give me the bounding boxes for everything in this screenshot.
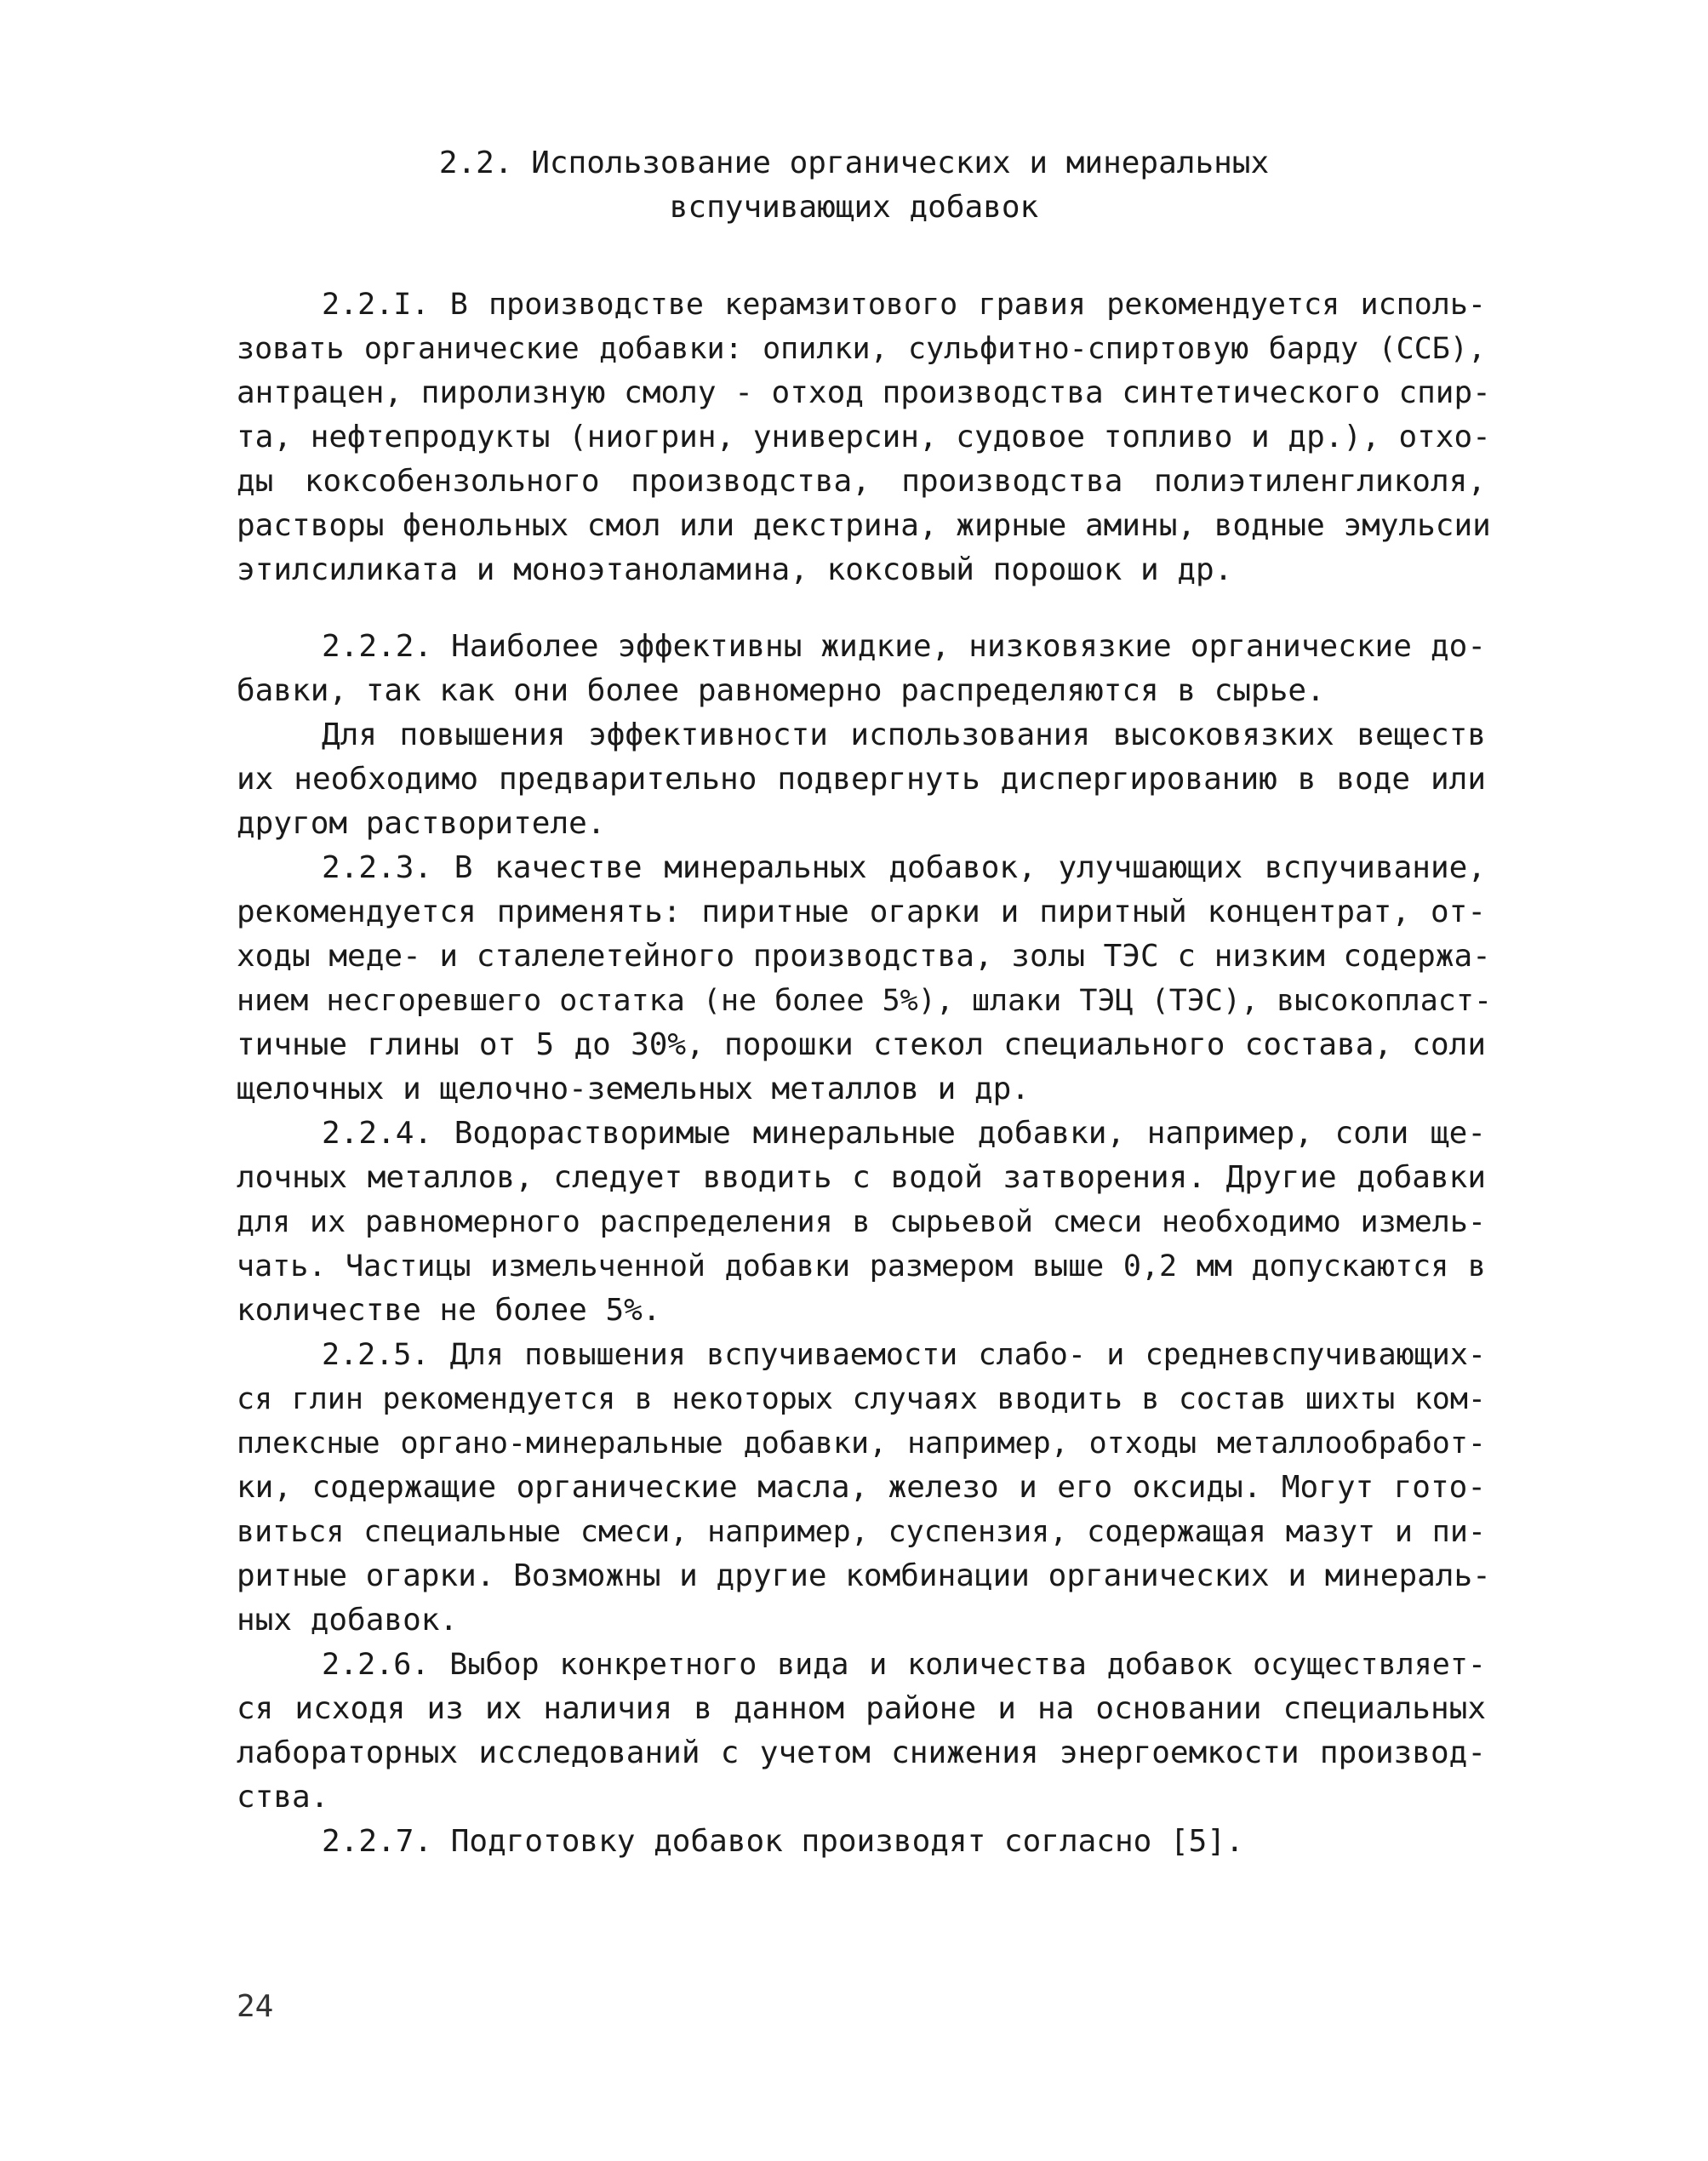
- paragraph-2-2-4-line: чать. Частицы измельченной добавки размером выше 0,2 мм допускаются в: [237, 1249, 1486, 1283]
- paragraph-2-2-4-line: для их равномерного распределения в сырьевой смеси необходимо измель-: [237, 1205, 1486, 1239]
- paragraph-2-2-2-line: Для повышения эффективности использования высоковязких веществ: [322, 717, 1486, 752]
- paragraph-2-2-3-line: 2.2.3. В качестве минеральных добавок, улучшающих вспучивание,: [322, 850, 1486, 885]
- paragraph-2-2-2-line: их необходимо предварительно подвергнуть диспергированию в воде или: [237, 762, 1486, 797]
- paragraph-2-2-5-line: виться специальные смеси, например, суспензия, содержащая мазут и пи-: [237, 1515, 1486, 1549]
- paragraph-2-2-6-line: ся исходя из их наличия в данном районе и на основании специальных: [237, 1691, 1486, 1726]
- paragraph-2-2-2-line: 2.2.2. Наиболее эффективны жидкие, низковязкие органические до-: [322, 629, 1486, 664]
- paragraph-2-2-3-line: нием несгоревшего остатка (не более 5%), шлаки ТЭЦ (ТЭС), высокопласт-: [237, 984, 1493, 1018]
- paragraph-2-2-6-line: 2.2.6. Выбор конкретного вида и количества добавок осуществляет-: [322, 1648, 1486, 1682]
- paragraph-2-2-5-line: ся глин рекомендуется в некоторых случаях вводить в состав шихты ком-: [237, 1382, 1486, 1416]
- paragraph-2-2-5-line: ки, содержащие органические масла, железо и его оксиды. Могут гото-: [237, 1470, 1486, 1505]
- paragraph-2-2-4-line: лочных металлов, следует вводить с водой затворения. Другие добавки: [237, 1160, 1486, 1195]
- paragraph-2-2-2-line: бавки, так как они более равномерно распределяются в сырье.: [237, 673, 1325, 708]
- paragraph-2-2-1-line: та, нефтепродукты (ниогрин, универсин, судовое топливо и др.), отхо-: [237, 420, 1491, 454]
- paragraph-2-2-7-line: 2.2.7. Подготовку добавок производят согласно [5].: [322, 1824, 1244, 1859]
- paragraph-2-2-1-line: ды коксобензольного производства, производства полиэтиленгликоля,: [237, 464, 1486, 499]
- paragraph-2-2-5-line: 2.2.5. Для повышения вспучиваемости слабо- и средневспучивающих-: [322, 1338, 1486, 1372]
- paragraph-2-2-4-line: количестве не более 5%.: [237, 1293, 661, 1328]
- paragraph-2-2-6-line: лабораторных исследований с учетом снижения энергоемкости производ-: [237, 1735, 1486, 1770]
- paragraph-2-2-1-line: зовать органические добавки: опилки, сульфитно-спиртовую барду (ССБ),: [237, 332, 1486, 366]
- paragraph-2-2-3-line: ходы меде- и сталелетейного производства, золы ТЭС с низким содержа-: [237, 939, 1491, 974]
- paragraph-2-2-5-line: плексные органо-минеральные добавки, например, отходы металлообработ-: [237, 1426, 1486, 1461]
- paragraph-2-2-1-line: этилсиликата и моноэтаноламина, коксовый порошок и др.: [237, 552, 1233, 587]
- section-heading-line-2: вспучивающих добавок: [669, 190, 1039, 225]
- paragraph-2-2-3-line: щелочных и щелочно-земельных металлов и др.: [237, 1072, 1030, 1106]
- paragraph-2-2-2-line: другом растворителе.: [237, 806, 606, 841]
- paragraph-2-2-5-line: ных добавок.: [237, 1603, 459, 1638]
- paragraph-2-2-1-line: антрацен, пиролизную смолу - отход производства синтетического спир-: [237, 375, 1491, 410]
- paragraph-2-2-4-line: 2.2.4. Водорастворимые минеральные добавки, например, соли ще-: [322, 1116, 1486, 1151]
- paragraph-2-2-3-line: тичные глины от 5 до 30%, порошки стекол специального состава, соли: [237, 1027, 1486, 1062]
- paragraph-2-2-1-line: 2.2.I. В производстве керамзитового гравия рекомендуется исполь-: [322, 288, 1486, 322]
- page-number: 24: [237, 1989, 274, 2024]
- paragraph-2-2-6-line: ства.: [237, 1780, 329, 1815]
- paragraph-2-2-3-line: рекомендуется применять: пиритные огарки и пиритный концентрат, от-: [237, 895, 1486, 929]
- section-heading-line-1: 2.2. Использование органических и минеральных: [438, 146, 1270, 180]
- paragraph-2-2-5-line: ритные огарки. Возможны и другие комбинации органических и минераль-: [237, 1558, 1491, 1593]
- paragraph-2-2-1-line: растворы фенольных смол или декстрина, жирные амины, водные эмульсии: [237, 508, 1491, 543]
